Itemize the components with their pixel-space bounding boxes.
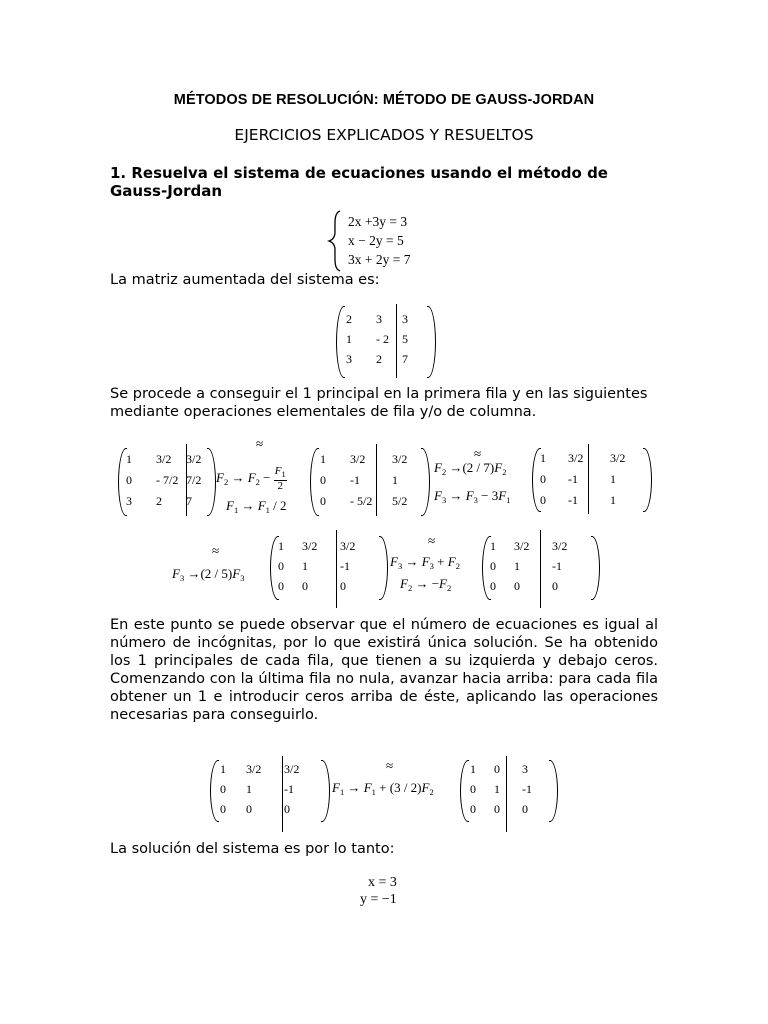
- equation-1: 2x +3y = 3: [348, 214, 408, 229]
- matrix-step-2: [310, 448, 430, 514]
- matrix-cell: 0: [470, 782, 476, 796]
- matrix-cell: 3/2: [568, 451, 584, 465]
- matrix-cell: 0: [220, 782, 226, 796]
- matrix-cell: -1: [284, 782, 294, 796]
- matrix-cell: -1: [568, 493, 578, 507]
- matrix-cell: -1: [568, 472, 578, 486]
- matrix-step-3: [532, 448, 652, 510]
- left-parenthesis-icon: [336, 306, 345, 378]
- augmentation-bar: [376, 444, 377, 516]
- matrix-cell: 3/2: [284, 762, 300, 776]
- row-operation: $F_1 \to F_1 + (3 / 2)F_2$: [332, 780, 434, 797]
- right-parenthesis-icon: [427, 306, 436, 378]
- matrix-cell: 3/2: [340, 539, 356, 553]
- matrix-result: [460, 760, 558, 820]
- matrix-cell: 0: [126, 473, 132, 487]
- matrix-cell: 1: [220, 762, 226, 776]
- augmented-matrix-text: La matriz aumentada del sistema es:: [110, 272, 380, 288]
- matrix-cell: 3/2: [156, 452, 172, 466]
- right-parenthesis-icon: [591, 536, 600, 600]
- matrix-cell: - 2: [376, 332, 389, 346]
- matrix-cell: 0: [494, 762, 500, 776]
- matrix-cell: -1: [552, 559, 562, 573]
- matrix-cell: 1: [514, 559, 520, 573]
- matrix-cell: 0: [320, 494, 326, 508]
- matrix-cell: 2: [156, 494, 162, 508]
- row-operation: $F_3 \to F_3 - 3F_1$: [434, 488, 511, 505]
- matrix-cell: 3: [346, 352, 352, 366]
- right-parenthesis-icon: [207, 448, 216, 516]
- matrix-cell: 3/2: [350, 452, 366, 466]
- approx-symbol: ≈: [428, 533, 436, 548]
- matrix-cell: 1: [126, 452, 132, 466]
- matrix-cell: 2: [346, 312, 352, 326]
- matrix-cell: 0: [246, 802, 252, 816]
- matrix-step-4: [270, 536, 388, 598]
- matrix-cell: 1: [490, 539, 496, 553]
- matrix-step-5-repeat: [210, 760, 330, 820]
- left-parenthesis-icon: [210, 760, 219, 822]
- right-parenthesis-icon: [321, 760, 330, 822]
- matrix-cell: 0: [284, 802, 290, 816]
- matrix-step-1: [118, 448, 216, 514]
- matrix-cell: 3/2: [246, 762, 262, 776]
- matrix-cell: 3/2: [186, 452, 202, 466]
- solution-x: x = 3: [368, 875, 397, 890]
- matrix-cell: 7: [402, 352, 408, 366]
- matrix-cell: -1: [340, 559, 350, 573]
- matrix-cell: 0: [340, 579, 346, 593]
- matrix-cell: 3/2: [392, 452, 408, 466]
- solution-y: y = −1: [360, 892, 397, 907]
- matrix-cell: 0: [278, 559, 284, 573]
- matrix-cell: - 7/2: [156, 473, 179, 487]
- matrix-cell: 3/2: [610, 451, 626, 465]
- augmentation-bar: [396, 304, 397, 378]
- matrix-cell: 0: [540, 472, 546, 486]
- matrix-cell: 0: [540, 493, 546, 507]
- document-subtitle: EJERCICIOS EXPLICADOS Y RESUELTOS: [234, 126, 534, 144]
- matrix-cell: 7/2: [186, 473, 202, 487]
- matrix-cell: 1: [470, 762, 476, 776]
- procedure-text: Se procede a conseguir el 1 principal en la primera fila y en las siguientes mediante operaciones elementales de fila y/o de columna.: [110, 386, 648, 420]
- row-operation: $F_3 \to(2 / 5)F_3$: [172, 566, 245, 583]
- augmentation-bar: [588, 444, 589, 514]
- matrix-cell: 1: [610, 493, 616, 507]
- explanation-text: En este punto se puede observar que el número de ecuaciones es igual al número de incógnitas, por lo que existirá única solución. Se ha obtenido los 1 principales de cada fila, que tienen a su izquierda y debajo ceros. Comenzando con la última fila no nula, avanzar hacia arriba: para cada fila obtener un 1 e introducir ceros arriba de éste, aplicando las operaciones necesarias para conseguirlo.: [110, 617, 658, 723]
- augmentation-bar: [336, 530, 337, 608]
- matrix-cell: 1: [610, 472, 616, 486]
- matrix-cell: 7: [186, 494, 192, 508]
- solution-intro-text: La solución del sistema es por lo tanto:: [110, 841, 395, 857]
- matrix-cell: 3/2: [302, 539, 318, 553]
- augmentation-bar: [540, 530, 541, 608]
- matrix-cell: 1: [346, 332, 352, 346]
- matrix-cell: 3: [126, 494, 132, 508]
- row-operation: $F_1 \to F_1 / 2$: [226, 498, 287, 515]
- row-operation: $F_2 \to -F_2$: [400, 576, 452, 593]
- matrix-cell: 0: [278, 579, 284, 593]
- matrix-cell: 0: [522, 802, 528, 816]
- matrix-cell: 3/2: [514, 539, 530, 553]
- right-parenthesis-icon: [643, 448, 652, 512]
- augmentation-bar: [282, 756, 283, 832]
- right-parenthesis-icon: [379, 536, 388, 600]
- matrix-cell: 1: [278, 539, 284, 553]
- matrix-cell: 0: [220, 802, 226, 816]
- row-operation: $F_2 \to F_2$ − $\frac{F_1}{2}$: [216, 465, 286, 492]
- matrix-cell: 0: [552, 579, 558, 593]
- exercise-heading: 1. Resuelva el sistema de ecuaciones usando el método de Gauss-Jordan: [110, 164, 608, 200]
- approx-symbol: ≈: [256, 436, 264, 451]
- left-parenthesis-icon: [310, 448, 319, 516]
- matrix-cell: 1: [246, 782, 252, 796]
- row-operation: $F_3 \to F_3 + F_2$: [390, 554, 460, 571]
- matrix-cell: 2: [376, 352, 382, 366]
- left-brace-icon: [326, 210, 344, 272]
- right-parenthesis-icon: [549, 760, 558, 822]
- matrix-cell: 0: [490, 559, 496, 573]
- matrix-cell: 3: [376, 312, 382, 326]
- matrix-cell: 1: [320, 452, 326, 466]
- matrix-cell: 0: [494, 802, 500, 816]
- matrix-cell: 0: [490, 579, 496, 593]
- matrix-cell: -1: [350, 473, 360, 487]
- matrix-cell: 1: [494, 782, 500, 796]
- matrix-cell: 1: [302, 559, 308, 573]
- matrix-step-5: [482, 536, 600, 598]
- matrix-cell: 1: [540, 451, 546, 465]
- approx-symbol: ≈: [386, 758, 394, 773]
- equation-3: 3x + 2y = 7: [348, 252, 411, 267]
- matrix-cell: 5: [402, 332, 408, 346]
- approx-symbol: ≈: [212, 543, 220, 558]
- matrix-cell: - 5/2: [350, 494, 373, 508]
- matrix-cell: 1: [392, 473, 398, 487]
- approx-symbol: ≈: [474, 446, 482, 461]
- matrix-cell: 0: [302, 579, 308, 593]
- augmented-matrix: [336, 306, 436, 376]
- document-title: MÉTODOS DE RESOLUCIÓN: MÉTODO DE GAUSS-JORDAN: [173, 92, 595, 108]
- left-parenthesis-icon: [460, 760, 469, 822]
- matrix-cell: 3: [402, 312, 408, 326]
- matrix-cell: -1: [522, 782, 532, 796]
- augmentation-bar: [506, 756, 507, 832]
- matrix-cell: 0: [320, 473, 326, 487]
- matrix-cell: 5/2: [392, 494, 408, 508]
- equation-2: x − 2y = 5: [348, 233, 404, 248]
- matrix-cell: 3/2: [552, 539, 568, 553]
- row-operation: $F_2 \to(2 / 7)F_2$: [434, 460, 507, 477]
- matrix-cell: 0: [514, 579, 520, 593]
- matrix-cell: 3: [522, 762, 528, 776]
- right-parenthesis-icon: [421, 448, 430, 516]
- matrix-cell: 0: [470, 802, 476, 816]
